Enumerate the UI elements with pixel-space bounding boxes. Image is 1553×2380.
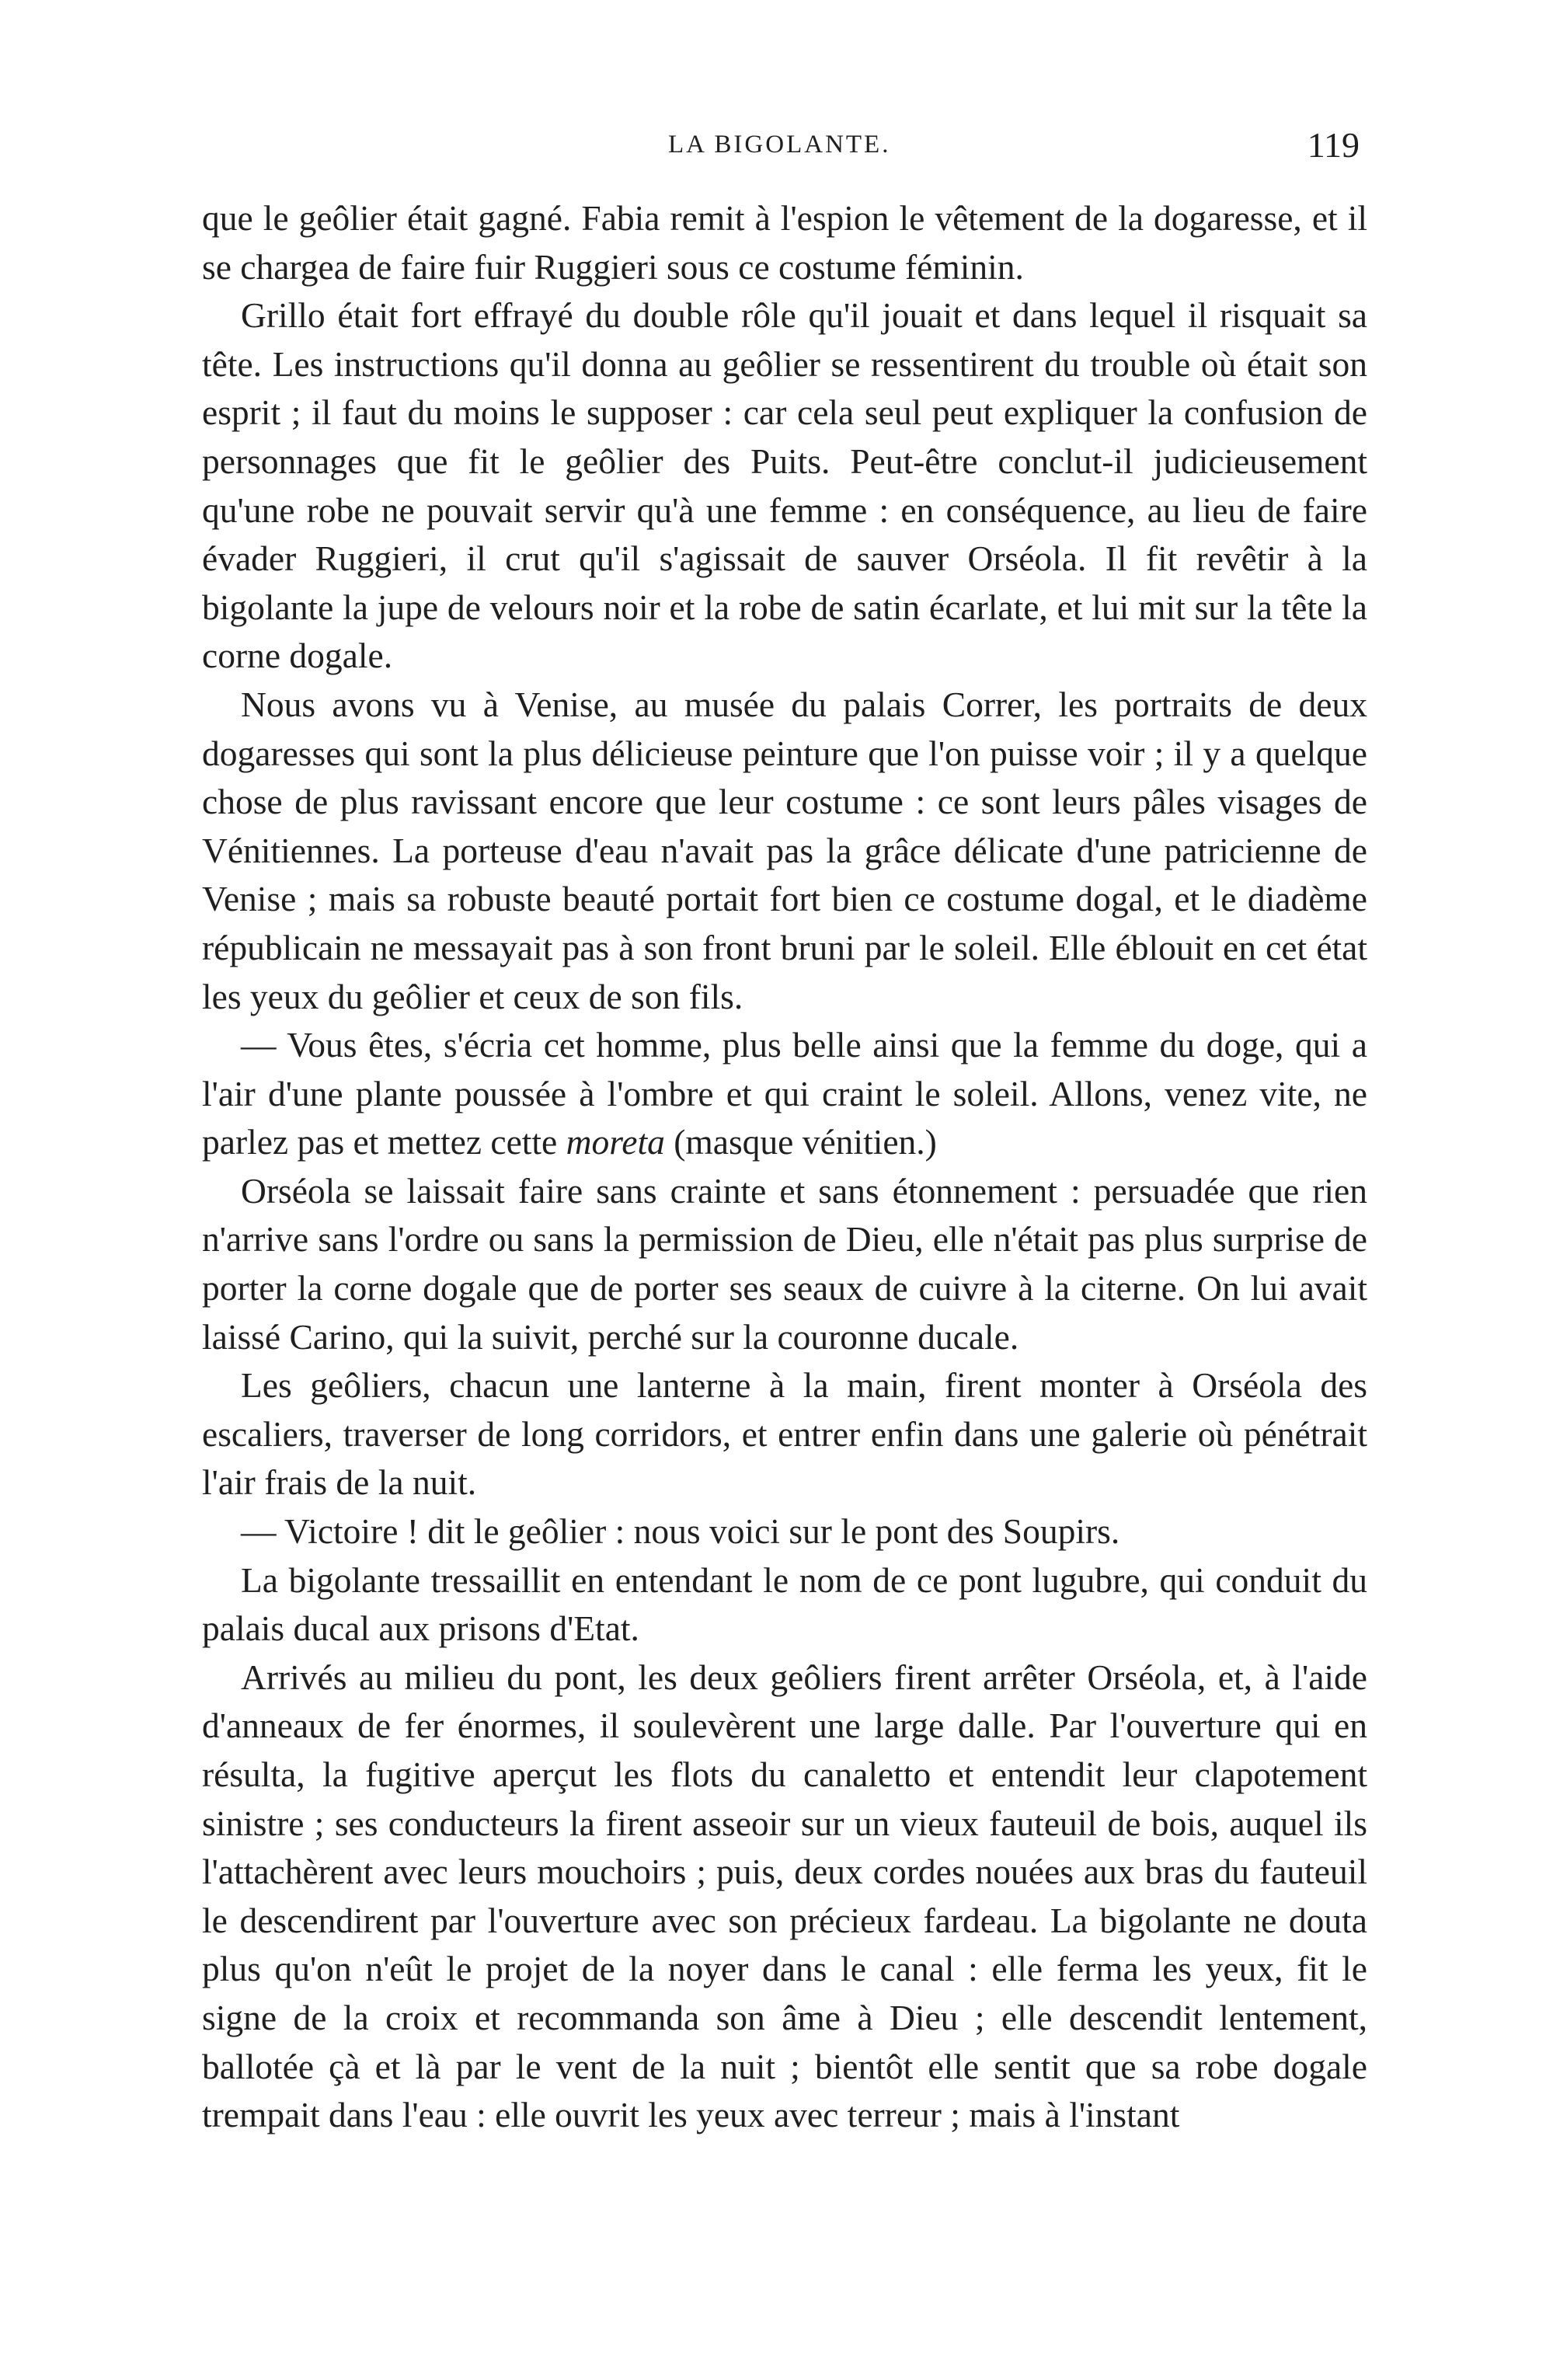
italic-term-moreta: moreta xyxy=(566,1122,665,1162)
paragraph-grillo: Grillo était fort effrayé du double rôle qu'il jouait et dans lequel il risquait sa tête. Les instructions qu'il donna au geôlier se ressentirent du trouble où était son esprit ; il faut du moins le supposer : car cela seul peut expliquer la confusion de personnages que fit le geôlier des Puits. Peut-être conclut-il judicieusement qu'une robe ne pouvait servir qu'à une femme : en conséquence, au lieu de faire évader Ruggieri, il crut qu'il s'agissait de sauver Orséola. Il fit revêtir à la bigolante la jupe de velours noir et la robe de satin écarlate, et lui mit sur la tête la corne dogale. xyxy=(202,295,1367,676)
paragraph-continuation: que le geôlier était gagné. Fabia remit à l'espion le vêtement de la dogaresse, et il se chargea de faire fuir Ruggieri sous ce costume féminin. xyxy=(202,198,1367,287)
paragraph-orseola: Orséola se laissait faire sans crainte et sans étonnement : persuadée que rien n'arrive sans l'ordre ou sans la permission de Dieu, elle n'était pas plus surprise de porter la corne dogale que de porter ses seaux de cuivre à la citerne. On lui avait laissé Carino, qui la suivit, perché sur la couronne ducale. xyxy=(202,1170,1367,1357)
page-number: 119 xyxy=(1307,125,1360,165)
dialogue-text-end: (masque vénitien.) xyxy=(664,1122,937,1162)
running-title: LA BIGOLANTE. xyxy=(668,131,891,159)
dialogue-text-start: — Vous êtes, s'écria cet homme, plus belle ainsi que la femme du doge, qui a l'air d'une plante poussée à l'ombre et qui craint le soleil. Allons, venez vite, ne parlez pas et mettez cette xyxy=(202,1025,1367,1162)
paragraph-geoliers: Les geôliers, chacun une lanterne à la main, firent monter à Orséola des escaliers, traverser de long corridors, et entrer enfin dans une galerie où pénétrait l'air frais de la nuit. xyxy=(202,1365,1367,1503)
running-head xyxy=(202,124,1375,171)
paragraph-arrives: Arrivés au milieu du pont, les deux geôliers firent arrêter Orséola, et, à l'aide d'anneaux de fer énormes, il soulevèrent une large dalle. Par l'ouverture qui en résulta, la fugitive aperçut les flots du canaletto et entendit leur clapotement sinistre ; ses conducteurs la firent asseoir sur un vieux fauteuil de bois, auquel ils l'attachèrent avec leurs mouchoirs ; puis, deux cordes nouées aux bras du fauteuil le descendirent par l'ouverture avec son précieux fardeau. La bigolante ne douta plus qu'on n'eût le projet de la noyer dans le canal : elle ferma les yeux, fit le signe de la croix et recommanda son âme à Dieu ; elle descendit lentement, ballotée çà et là par le vent de la nuit ; bientôt elle sentit que sa robe dogale trempait dans l'eau : elle ouvrit les yeux avec terreur ; mais à l'instant xyxy=(202,1657,1367,2135)
body-text xyxy=(202,194,1367,2140)
paragraph-dialogue-vous-etes xyxy=(202,1021,1367,1167)
paragraph-bigolante: La bigolante tressaillit en entendant le nom de ce pont lugubre, qui conduit du palais ducal aux prisons d'Etat. xyxy=(202,1559,1367,1649)
paragraph-venise: Nous avons vu à Venise, au musée du palais Correr, les portraits de deux dogaresses qui sont la plus délicieuse peinture que l'on puisse voir ; il y a quelque chose de plus ravissant encore que leur costume : ce sont leurs pâles visages de Vénitiennes. La porteuse d'eau n'avait pas la grâce délicate d'une patricienne de Venise ; mais sa robuste beauté portait fort bien ce costume dogal, et le diadème républicain ne messayait pas à son front bruni par le soleil. Elle éblouit en cet état les yeux du geôlier et ceux de son fils. xyxy=(202,684,1367,1016)
paragraph-dialogue-victoire: — Victoire ! dit le geôlier : nous voici sur le pont des Soupirs. xyxy=(241,1511,1120,1552)
